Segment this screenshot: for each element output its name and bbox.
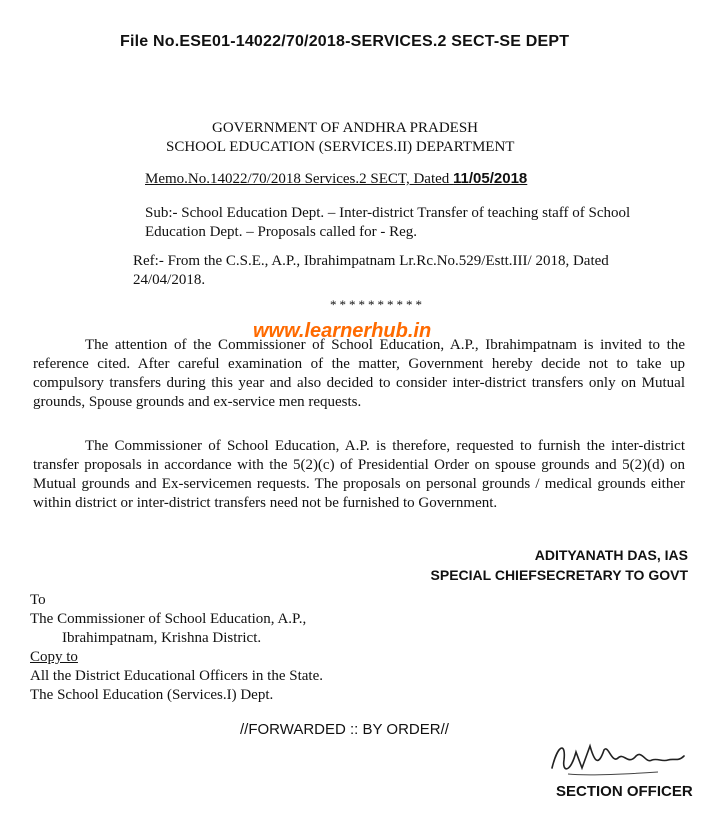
signatory-name: ADITYANATH DAS, IAS [534, 547, 688, 563]
memo-number: Memo.No.14022/70/2018 Services.2 SECT, Dated [145, 171, 454, 187]
to-line-1: The Commissioner of School Education, A.P., [30, 611, 307, 627]
copy-to-label: Copy to [30, 649, 78, 665]
subject: Sub:- School Education Dept. – Inter-district Transfer of teaching staff of School Education Dept. – Proposals called for - Reg. [145, 205, 631, 240]
government-heading: GOVERNMENT OF ANDHRA PRADESH [212, 120, 479, 136]
body-paragraph-2: The Commissioner of School Education, A.P. is therefore, requested to furnish the inter-district transfer proposals in accordance with the 5(2)(c) of Presidential Order on spouse grounds and 5(2)(d) on Mutual grounds and Ex-servicemen requests. The proposals on personal grounds / medical grounds either within district or inter-district transfers need not be furnished to Government. [33, 438, 685, 511]
forwarded-by-order: //FORWARDED :: BY ORDER// [240, 721, 449, 738]
watermark-text: www.learnerhub.in [253, 320, 432, 342]
file-number: File No.ESE01-14022/70/2018-SERVICES.2 SECT-SE DEPT [120, 33, 570, 50]
memo-date: 11/05/2018 [453, 170, 528, 187]
body-paragraph-1: The attention of the Commissioner of School Education, A.P., Ibrahimpatnam is invited to the reference cited. After careful examination of the matter, Government hereby decide not to take up compulsory transfers during this year and also decided to consider inter-district transfers only on Mutual grounds, Spouse grounds and ex-service men requests. [33, 337, 685, 410]
handwritten-signature [548, 738, 688, 785]
to-line-2: Ibrahimpatnam, Krishna District. [62, 630, 262, 646]
department-heading: SCHOOL EDUCATION (SERVICES.II) DEPARTMENT [166, 139, 515, 155]
signatory-block [431, 545, 688, 585]
addressee-block [30, 591, 323, 705]
copy-line-2: The School Education (Services.I) Dept. [30, 687, 274, 703]
reference: Ref:- From the C.S.E., A.P., Ibrahimpatnam Lr.Rc.No.529/Estt.III/ 2018, Dated 24/04/2018. [133, 253, 609, 288]
to-label: To [30, 592, 46, 608]
separator-stars: ********** [330, 297, 425, 312]
signatory-title: SPECIAL CHIEFSECRETARY TO GOVT [430, 567, 688, 583]
section-officer-label: SECTION OFFICER [556, 783, 693, 800]
memo-line [145, 170, 527, 188]
copy-line-1: All the District Educational Officers in the State. [30, 668, 323, 684]
